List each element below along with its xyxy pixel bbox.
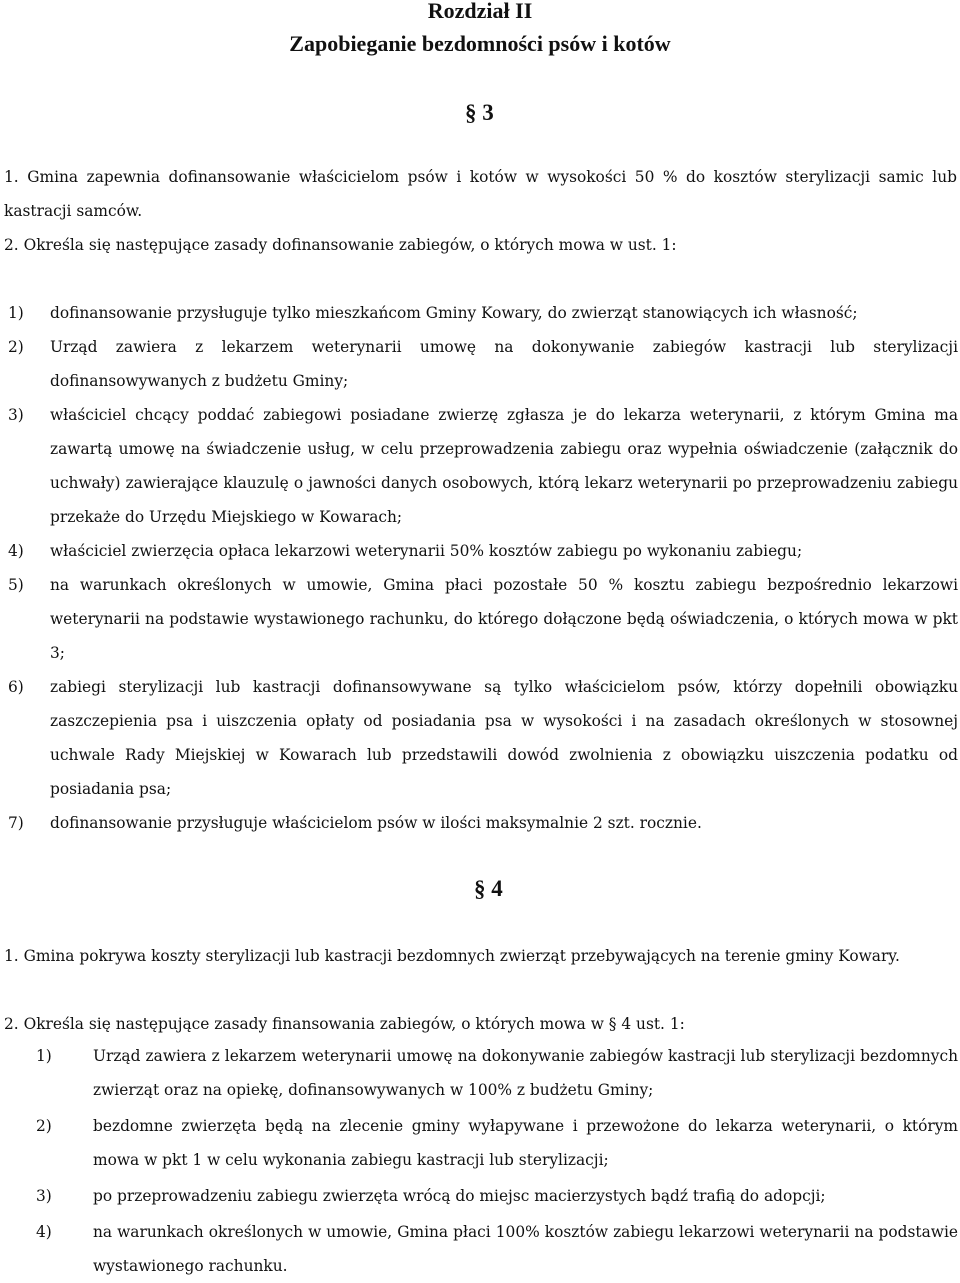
list-item-number: 7) [8,814,24,832]
chapter-title: Rozdział II [427,0,533,23]
list-item [8,670,958,806]
list-item [8,568,958,670]
section-3-list [8,296,958,840]
list-item-text: po przeprowadzeniu zabiegu zwierzęta wrócą do miejsc macierzystych bądź trafią do adopcji; [93,1187,826,1205]
list-item-number: 6) [8,678,24,696]
list-item-text: bezdomne zwierzęta będą na zlecenie gminy wyłapywane i przewożone do lekarza weterynarii, o którym mowa w pkt 1 w celu wykonania zabiegu kastracji lub sterylizacji; [93,1117,958,1169]
list-item [36,1215,958,1283]
list-item-text: Urząd zawiera z lekarzem weterynarii umowę na dokonywanie zabiegów kastracji lub sterylizacji bezdomnych zwierząt oraz na opiekę, dofinansowywanych w 100% z budżetu Gminy; [93,1047,958,1099]
section-4-paragraph-1: 1. Gmina pokrywa koszty sterylizacji lub kastracji bezdomnych zwierząt przebywających na terenie gminy Kowary. [4,947,900,965]
list-item-text: na warunkach określonych w umowie, Gmina płaci 100% kosztów zabiegu lekarzowi weterynarii na podstawie wystawionego rachunku. [93,1223,958,1275]
section-3-heading: § 3 [465,100,494,125]
list-item-number: 3) [36,1187,52,1205]
list-item-number: 1) [8,304,24,322]
list-item [8,806,958,840]
list-item [8,398,958,534]
list-item-text: właściciel chcący poddać zabiegowi posiadane zwierzę zgłasza je do lekarza weterynarii, z którym Gmina ma zawartą umowę na świadczenie usług, w celu przeprowadzenia zabiegu oraz wypełnia oświadczenie (załącznik do uchwały) zawierające klauzulę o jawności danych osobowych, którą lekarz weterynarii po przeprowadzeniu zabiegu przekaże do Urzędu Miejskiego w Kowarach; [50,406,958,526]
section-4-heading: § 4 [474,876,503,901]
list-item-text: zabiegi sterylizacji lub kastracji dofinansowywane są tylko właścicielom psów, którzy dopełnili obowiązku zaszczepienia psa i uiszczenia opłaty od posiadania psa w wysokości i na zasadach określonych w stosownej uchwale Rady Miejskiej w Kowarach lub przedstawili dowód zwolnienia z obowiązku uiszczenia podatku od posiadania psa; [50,678,958,798]
chapter-subtitle: Zapobieganie bezdomności psów i kotów [289,31,671,56]
section-4-list [36,1039,958,1283]
list-item-number: 5) [8,576,24,594]
section-3-paragraph-2: 2. Określa się następujące zasady dofinansowanie zabiegów, o których mowa w ust. 1: [4,236,677,254]
list-item-text: dofinansowanie przysługuje właścicielom psów w ilości maksymalnie 2 szt. rocznie. [50,814,702,832]
list-item-number: 2) [36,1117,52,1135]
section-4-paragraph-2 [4,973,957,1041]
list-item-text: właściciel zwierzęcia opłaca lekarzowi weterynarii 50% kosztów zabiegu po wykonaniu zabiegu; [50,542,803,560]
list-item [8,296,958,330]
list-item-text: na warunkach określonych w umowie, Gmina płaci pozostałe 50 % kosztu zabiegu bezpośrednio lekarzowi weterynarii na podstawie wystawionego rachunku, do którego dołączone będą oświadczenia, o których mowa w pkt 3; [50,576,958,662]
list-item [36,1109,958,1177]
list-item-text: Urząd zawiera z lekarzem weterynarii umowę na dokonywanie zabiegów kastracji lub sterylizacji dofinansowywanych z budżetu Gminy; [50,338,958,390]
list-item [8,534,958,568]
list-item [8,330,958,398]
list-item [36,1179,958,1213]
list-item-text: dofinansowanie przysługuje tylko mieszkańcom Gminy Kowary, do zwierząt stanowiących ich własność; [50,304,858,322]
list-item-number: 3) [8,406,24,424]
list-item-number: 4) [8,542,24,560]
list-item-number: 4) [36,1223,52,1241]
list-item-number: 2) [8,338,24,356]
list-item-number: 1) [36,1047,52,1065]
list-item [36,1039,958,1107]
section-4-paragraph-2-text: 2. Określa się następujące zasady finansowania zabiegów, o których mowa w § 4 ust. 1: [4,1015,685,1033]
section-3-paragraph-1: 1. Gmina zapewnia dofinansowanie właścicielom psów i kotów w wysokości 50 % do kosztów sterylizacji samic lub kastracji samców. [4,168,957,220]
